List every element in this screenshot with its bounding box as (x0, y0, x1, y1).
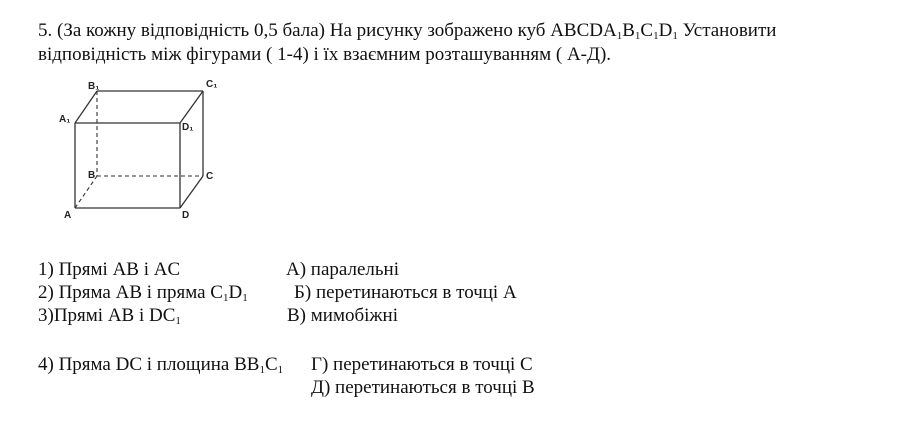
option-g: Г) перетинаються в точці C (311, 354, 533, 375)
item-sub: 1 (222, 292, 229, 304)
task-sub: 1 (672, 30, 678, 42)
edge-c1-d1 (180, 91, 203, 123)
task-line-2: відповідність між фігурами ( 1-4) і їх взаємним розташуванням ( А-Д). (38, 44, 612, 65)
option-b: Б) перетинаються в точці A (294, 282, 517, 303)
edge-c-d (180, 176, 203, 208)
vertex-label-c: C (206, 171, 214, 182)
option-d: Д) перетинаються в точці B (311, 377, 535, 398)
task-line-1-suffix: Установити (677, 20, 777, 41)
vertex-label-d1: D₁ (182, 122, 194, 133)
vertex-label-d: D (182, 210, 190, 221)
cube-figure (55, 78, 235, 228)
task-sub: 1 (616, 30, 623, 42)
option-a: А) паралельні (286, 259, 400, 280)
edge-a1-b1 (75, 91, 97, 123)
vertex-label-a: A (64, 210, 72, 221)
task-sub: 1 (634, 30, 641, 42)
item-sub: 1 (175, 315, 181, 327)
task-vertex: B (622, 20, 635, 41)
item-2 (38, 282, 248, 304)
vertex-label-a1: A₁ (59, 114, 71, 125)
task-line-1-prefix: 5. (За кожну відповідність 0,5 бала) На рисунку зображено куб ABCDA (38, 20, 617, 41)
item-4 (38, 354, 283, 376)
option-v: В) мимобіжні (287, 305, 398, 326)
task-vertex: C (640, 20, 654, 41)
task-line-1 (38, 20, 776, 42)
item-3 (38, 305, 181, 327)
item-4-prefix: 4) Пряма DC і площина BB (38, 354, 260, 375)
item-1: 1) Прямі AB і AC (38, 259, 181, 280)
item-2-prefix: 2) Пряма AB і пряма C (38, 282, 223, 303)
vertex-label-c1: C₁ (206, 79, 218, 90)
task-sub: 1 (653, 30, 659, 42)
item-sub: 1 (259, 364, 265, 376)
vertex-label-b: B (88, 170, 96, 181)
item-3-prefix: 3)Прямі AB і DC (38, 305, 176, 326)
vertex-label-b1: B₁ (88, 81, 100, 92)
task-vertex: D (658, 20, 673, 41)
item-vertex: C (264, 354, 278, 375)
item-sub: 1 (242, 292, 248, 304)
item-sub: 1 (277, 364, 284, 376)
item-vertex: D (228, 282, 243, 303)
